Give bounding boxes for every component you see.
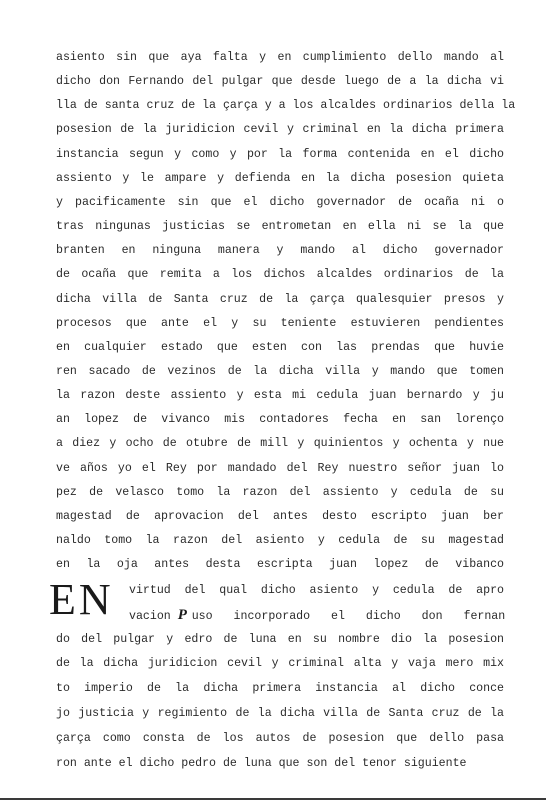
drop-cap: EN: [49, 575, 114, 624]
text-line: to imperio de la dicha primera instancia al dicho conce: [56, 682, 504, 695]
text-line: a diez y ocho de otubre de mill y quinientos y ochenta y nue: [56, 437, 504, 451]
flourish-letter: P: [177, 607, 187, 623]
text-line: posesion de la juridicion cevil y criminal en la dicha primera: [56, 123, 504, 137]
text-line: lla de santa cruz de la çarça y a los alcaldes ordinarios della la: [56, 99, 516, 113]
text-line: jo justicia y regimiento de la dicha villa de Santa cruz de la: [56, 707, 504, 720]
text-line: pez de velasco tomo la razon del assiento y cedula de su: [56, 485, 504, 499]
text-line: dicho don Fernando del pulgar que desde luego de a la dicha vi: [56, 75, 504, 89]
text-line: [129, 608, 504, 624]
text-line: de ocaña que remita a los dichos alcaldes ordinarios de la: [56, 268, 504, 282]
text-line: an lopez de vivanco mis contadores fecha en san lorenço: [56, 413, 504, 427]
text-line: magestad de aprovacion del antes desto escripto juan ber: [56, 509, 504, 523]
text-line: procesos que ante el y su teniente estuvieren pendientes: [56, 316, 504, 330]
text-line: y pacificamente sin que el dicho governador de ocaña ni o: [56, 195, 504, 209]
text-line: en la oja antes desta escripta juan lopez de vibanco: [56, 558, 504, 572]
text-line: tras ningunas justicias se entrometan en ella ni se la que: [56, 220, 504, 234]
text-fragment: uso incorporado el dicho don fernan: [191, 610, 506, 623]
text-line: en cualquier estado que esten con las prendas que huvie: [56, 340, 504, 354]
text-line: çarça como consta de los autos de posesion que dello pasa: [56, 732, 504, 745]
text-line: la razon deste assiento y esta mi cedula juan bernardo y ju: [56, 389, 504, 403]
text-line: assiento y le ampare y defienda en la dicha posesion quieta: [56, 171, 504, 185]
text-line: branten en ninguna manera y mando al dicho governador: [56, 244, 504, 258]
text-line: do del pulgar y edro de luna en su nombre dio la posesion: [56, 633, 504, 646]
text-fragment: vacion: [129, 610, 171, 623]
text-line: de la dicha juridicion cevil y criminal alta y vaja mero mix: [56, 657, 504, 670]
text-line: naldo tomo la razon del asiento y cedula de su magestad: [56, 534, 504, 547]
text-line: instancia segun y como y por la forma contenida en el dicho: [56, 147, 504, 161]
text-line: ren sacado de vezinos de la dicha villa y mando que tomen: [56, 364, 504, 378]
text-line: dicha villa de Santa cruz de la çarça qualesquier presos y: [56, 292, 504, 306]
text-line: virtud del qual dicho asiento y cedula de apro: [129, 584, 504, 597]
text-line: ve años yo el Rey por mandado del Rey nuestro señor juan lo: [56, 461, 504, 475]
text-line-last: ron ante el dicho pedro de luna que son del tenor siguiente: [56, 757, 467, 770]
text-line: asiento sin que aya falta y en cumplimiento dello mando al: [56, 51, 504, 64]
